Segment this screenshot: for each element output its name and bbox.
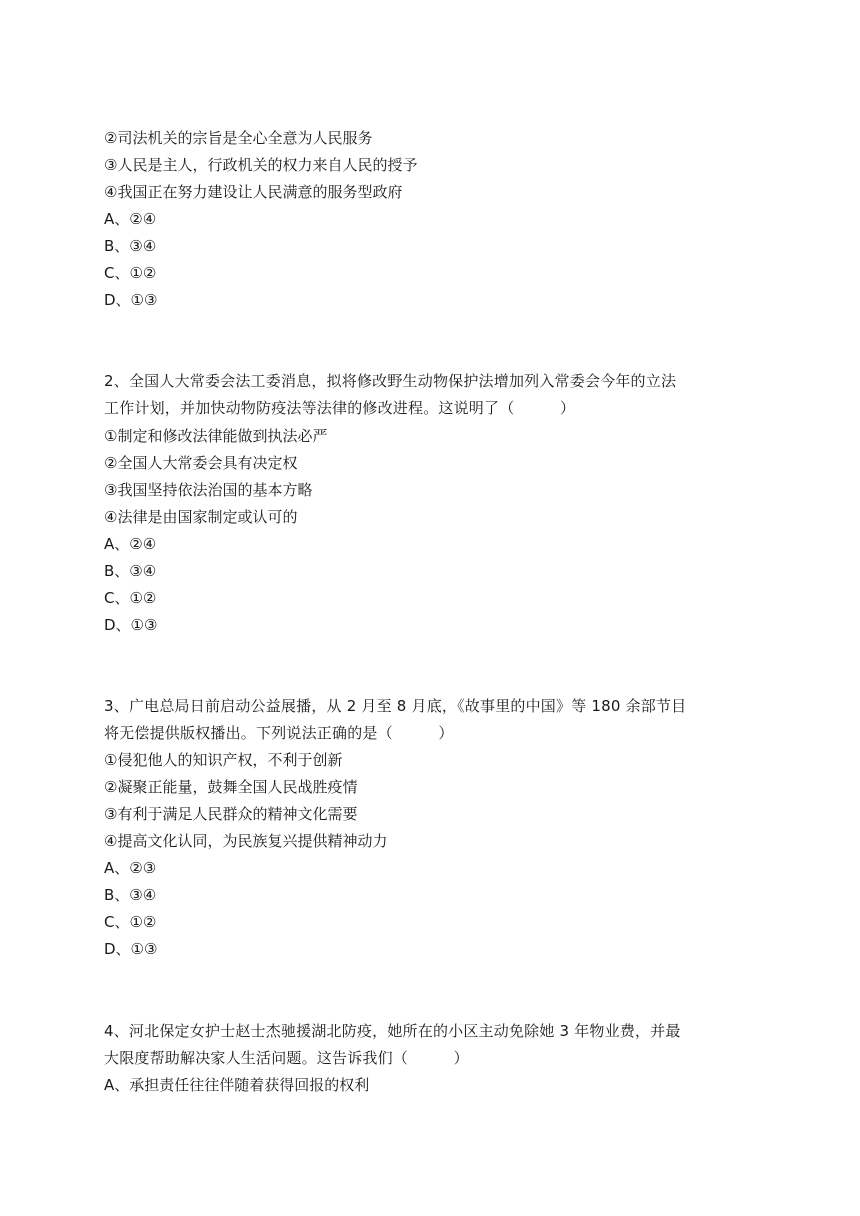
q1-choice-a: A、②④ [104, 210, 157, 228]
q2-choice-d: D、①③ [104, 616, 158, 634]
q3-stem-line-1: 3、广电总局日前启动公益展播，从 2 月至 8 月底，《故事里的中国》等 180 余部节目 [104, 697, 687, 715]
q1-option-3: ③人民是主人，行政机关的权力来自人民的授予 [104, 156, 418, 174]
q1-choice-c: C、①② [104, 264, 157, 282]
q1-choice-b: B、③④ [104, 237, 157, 255]
q2-option-4: ④法律是由国家制定或认可的 [104, 508, 298, 526]
q2-stem-line-2: 工作计划，并加快动物防疫法等法律的修改进程。这说明了（ ） [104, 399, 576, 417]
q3-choice-c: C、①② [104, 913, 157, 931]
q3-option-4: ④提高文化认同，为民族复兴提供精神动力 [104, 832, 388, 850]
q3-choice-d: D、①③ [104, 940, 158, 958]
q1-option-4: ④我国正在努力建设让人民满意的服务型政府 [104, 183, 403, 201]
q2-choice-b: B、③④ [104, 562, 157, 580]
q4-stem-line-1: 4、河北保定女护士赵士杰驰援湖北防疫，她所在的小区主动免除她 3 年物业费，并最 [104, 1022, 681, 1040]
q1-option-2: ②司法机关的宗旨是全心全意为人民服务 [104, 129, 373, 147]
q3-option-3: ③有利于满足人民群众的精神文化需要 [104, 805, 358, 823]
q2-option-1: ①制定和修改法律能做到执法必严 [104, 427, 328, 445]
q2-option-2: ②全国人大常委会具有决定权 [104, 454, 298, 472]
q2-option-3: ③我国坚持依法治国的基本方略 [104, 481, 313, 499]
q3-option-2: ②凝聚正能量，鼓舞全国人民战胜疫情 [104, 778, 358, 796]
q4-choice-a: A、承担责任往往伴随着获得回报的权利 [104, 1076, 370, 1094]
q3-stem-line-2: 将无偿提供版权播出。下列说法正确的是（ ） [104, 724, 454, 742]
q3-choice-a: A、②③ [104, 859, 157, 877]
q2-choice-a: A、②④ [104, 535, 157, 553]
q2-stem-line-1: 2、全国人大常委会法工委消息，拟将修改野生动物保护法增加列入常委会今年的立法 [104, 372, 677, 390]
q2-choice-c: C、①② [104, 589, 157, 607]
q3-choice-b: B、③④ [104, 886, 157, 904]
q4-stem-line-2: 大限度帮助解决家人生活问题。这告诉我们（ ） [104, 1049, 469, 1067]
q1-choice-d: D、①③ [104, 291, 158, 309]
q3-option-1: ①侵犯他人的知识产权，不利于创新 [104, 751, 343, 769]
